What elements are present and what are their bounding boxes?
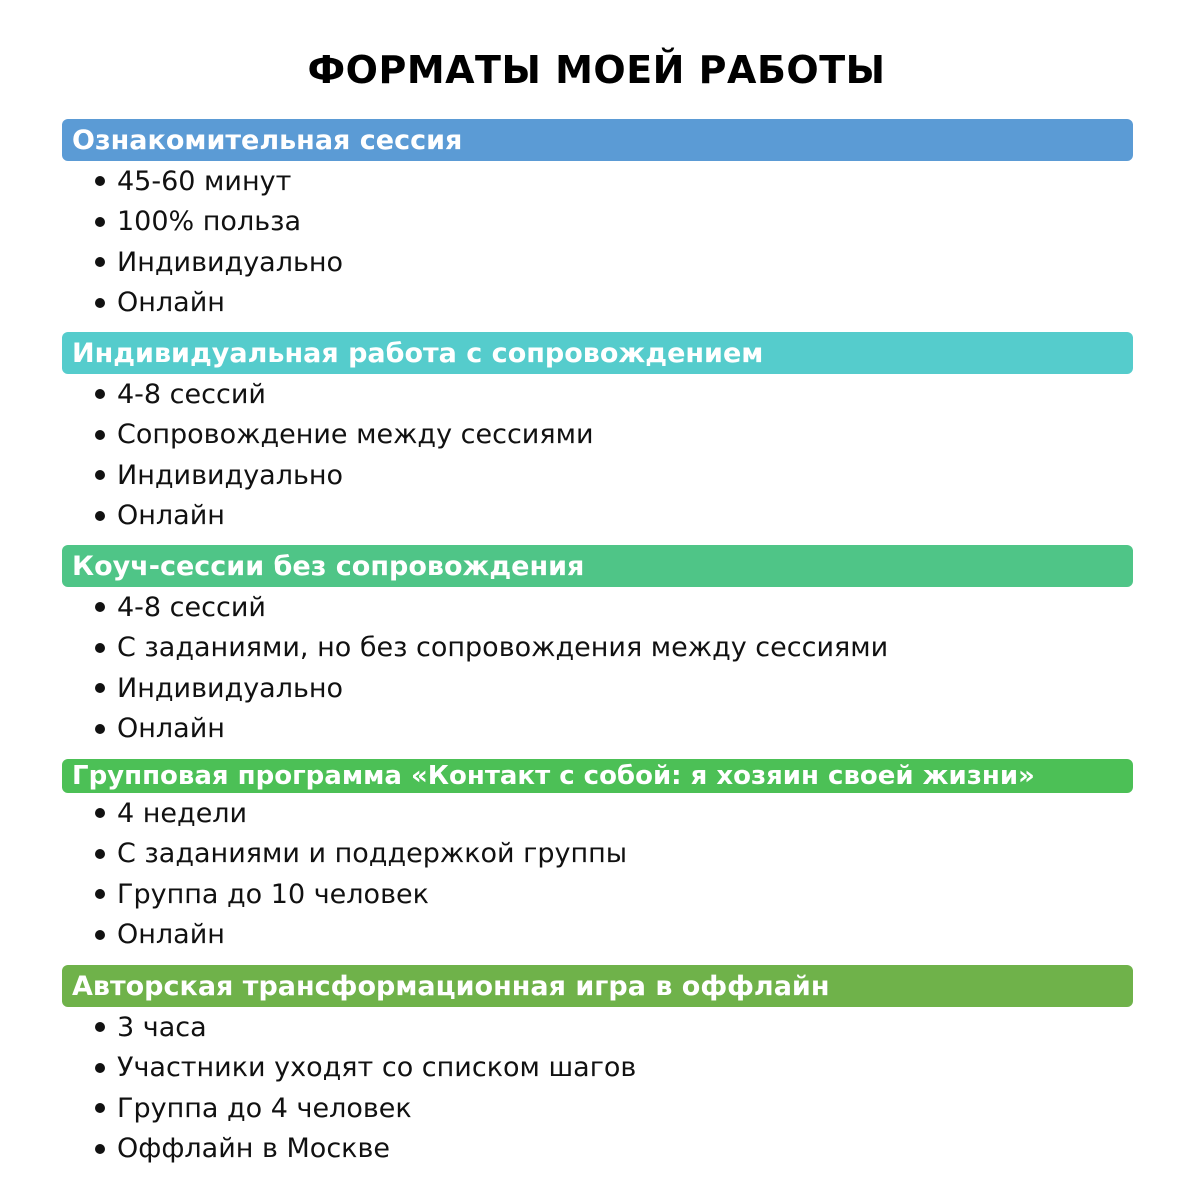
bullet-icon xyxy=(95,849,105,859)
list-item xyxy=(62,628,1133,669)
bullet-icon xyxy=(95,1144,105,1154)
bullet-list xyxy=(62,374,1133,536)
bullet-list xyxy=(62,793,1133,955)
section-header: Коуч-сессии без сопровождения xyxy=(62,545,1133,587)
list-item-text: 100% польза xyxy=(117,206,302,238)
list-item xyxy=(62,496,1133,537)
bullet-list xyxy=(62,587,1133,749)
list-item xyxy=(62,242,1133,283)
bullet-icon xyxy=(95,889,105,899)
section-group-program xyxy=(62,759,1133,955)
list-item xyxy=(62,1007,1133,1048)
section-coach-sessions xyxy=(62,545,1133,749)
list-item-text: Онлайн xyxy=(117,287,225,319)
list-item xyxy=(62,283,1133,324)
bullet-icon xyxy=(95,511,105,521)
bullet-icon xyxy=(95,724,105,734)
list-item-text: С заданиями и поддержкой группы xyxy=(117,838,628,870)
list-item xyxy=(62,915,1133,956)
bullet-icon xyxy=(95,643,105,653)
section-header: Групповая программа «Контакт с собой: я хозяин своей жизни» xyxy=(62,759,1133,793)
section-individual-support xyxy=(62,332,1133,536)
bullet-icon xyxy=(95,808,105,818)
section-header: Авторская трансформационная игра в оффлайн xyxy=(62,965,1133,1007)
bullet-icon xyxy=(95,930,105,940)
list-item-text: 45-60 минут xyxy=(117,165,292,197)
bullet-icon xyxy=(95,298,105,308)
list-item xyxy=(62,834,1133,875)
bullet-list xyxy=(62,161,1133,323)
list-item xyxy=(62,1088,1133,1129)
page-title: ФОРМАТЫ МОЕЙ РАБОТЫ xyxy=(307,48,886,92)
list-item-text: 4-8 сессий xyxy=(117,591,266,623)
list-item-text: Участники уходят со списком шагов xyxy=(117,1052,637,1084)
list-item xyxy=(62,161,1133,202)
section-header: Ознакомительная сессия xyxy=(62,119,1133,161)
list-item-text: Оффлайн в Москве xyxy=(117,1133,390,1165)
list-item xyxy=(62,1129,1133,1170)
bullet-icon xyxy=(95,602,105,612)
list-item-text: Индивидуально xyxy=(117,246,344,278)
list-item xyxy=(62,202,1133,243)
list-item-text: 3 часа xyxy=(117,1011,207,1043)
list-item xyxy=(62,415,1133,456)
bullet-icon xyxy=(95,430,105,440)
list-item-text: С заданиями, но без сопровождения между сессиями xyxy=(117,632,889,664)
list-item-text: Индивидуально xyxy=(117,459,344,491)
list-item-text: 4-8 сессий xyxy=(117,378,266,410)
list-item-text: Группа до 10 человек xyxy=(117,878,429,910)
list-item-text: Группа до 4 человек xyxy=(117,1092,412,1124)
bullet-icon xyxy=(95,389,105,399)
list-item-text: Индивидуально xyxy=(117,672,344,704)
list-item xyxy=(62,587,1133,628)
list-item xyxy=(62,668,1133,709)
bullet-icon xyxy=(95,176,105,186)
section-intro-session xyxy=(62,119,1133,323)
list-item xyxy=(62,709,1133,750)
bullet-icon xyxy=(95,1022,105,1032)
list-item xyxy=(62,1048,1133,1089)
list-item xyxy=(62,793,1133,834)
section-header: Индивидуальная работа с сопровождением xyxy=(62,332,1133,374)
section-offline-game xyxy=(62,965,1133,1169)
bullet-icon xyxy=(95,1063,105,1073)
list-item xyxy=(62,374,1133,415)
bullet-icon xyxy=(95,683,105,693)
list-item-text: Онлайн xyxy=(117,919,225,951)
bullet-list xyxy=(62,1007,1133,1169)
bullet-icon xyxy=(95,217,105,227)
list-item-text: 4 недели xyxy=(117,797,248,829)
bullet-icon xyxy=(95,470,105,480)
bullet-icon xyxy=(95,257,105,267)
list-item-text: Онлайн xyxy=(117,500,225,532)
list-item xyxy=(62,455,1133,496)
list-item-text: Онлайн xyxy=(117,713,225,745)
list-item-text: Сопровождение между сессиями xyxy=(117,419,594,451)
bullet-icon xyxy=(95,1103,105,1113)
list-item xyxy=(62,874,1133,915)
